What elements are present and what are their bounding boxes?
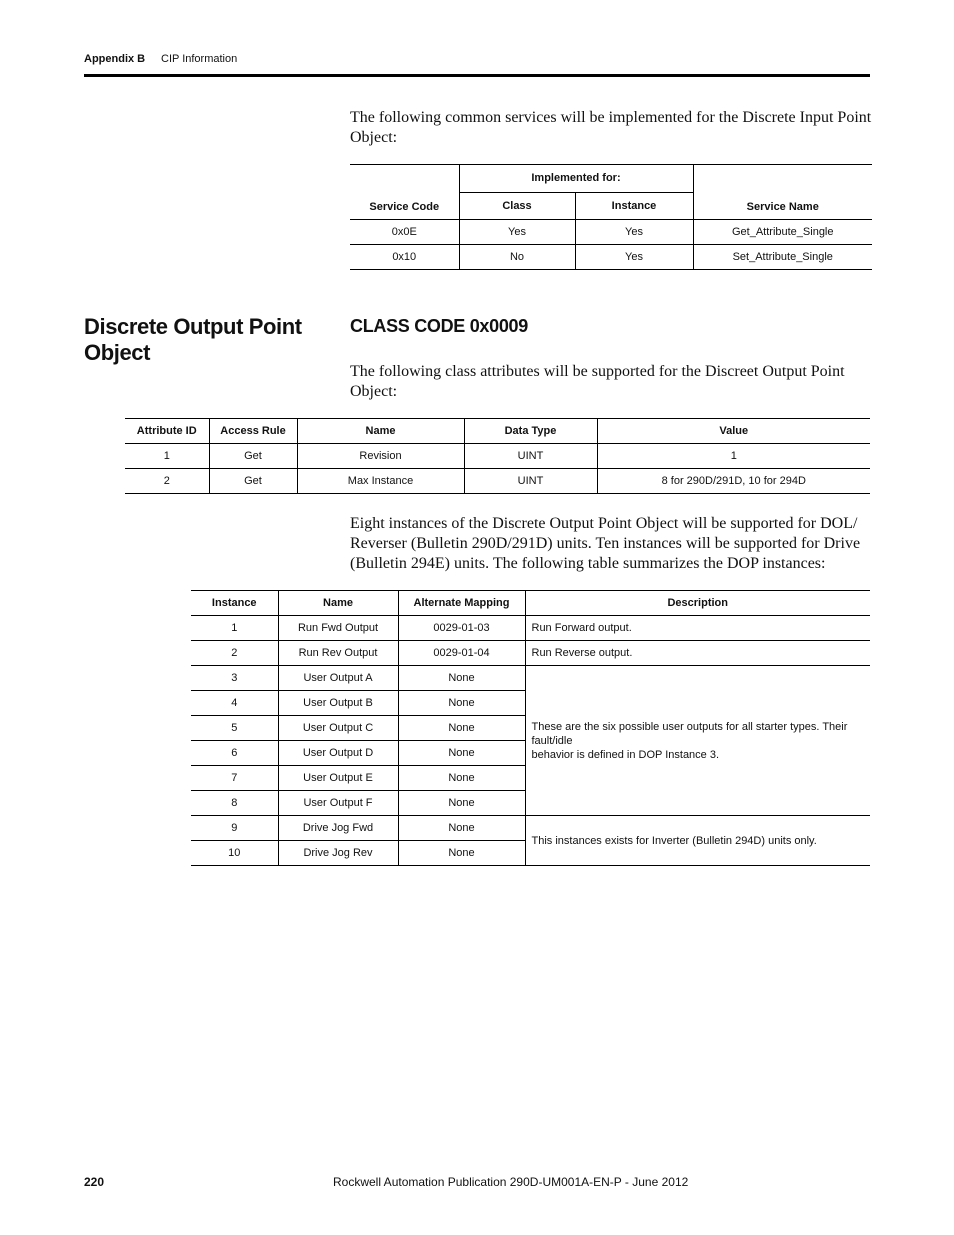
- th-implemented-for: Implemented for:: [459, 165, 693, 193]
- class-attributes-table: [125, 418, 870, 494]
- table-row: [125, 444, 870, 469]
- cell-alternate-mapping: 0029-01-04: [398, 641, 525, 666]
- cell-alternate-mapping: None: [398, 841, 525, 866]
- cell-alternate-mapping: 0029-01-03: [398, 616, 525, 641]
- cell-name: Run Fwd Output: [278, 616, 398, 641]
- th-name: Name: [278, 591, 398, 616]
- table-row: [191, 616, 870, 641]
- cell-instance: 8: [191, 791, 278, 816]
- cell-name: User Output D: [278, 741, 398, 766]
- cell-instance: 3: [191, 666, 278, 691]
- class-code-heading: CLASS CODE 0x0009: [350, 316, 528, 336]
- cell-data-type: UINT: [464, 469, 597, 494]
- header-appendix: Appendix B: [84, 53, 146, 65]
- cell-instance: Yes: [575, 220, 693, 245]
- cell-service-name: Set_Attribute_Single: [693, 245, 872, 270]
- cell-alternate-mapping: None: [398, 791, 525, 816]
- cell-name: User Output B: [278, 691, 398, 716]
- cell-class: Yes: [459, 220, 575, 245]
- cell-alternate-mapping: None: [398, 666, 525, 691]
- cell-service-name: Get_Attribute_Single: [693, 220, 872, 245]
- cell-attribute-id: 1: [125, 444, 209, 469]
- th-class: Class: [459, 192, 575, 220]
- th-alternate-mapping: Alternate Mapping: [398, 591, 525, 616]
- cell-instance: Yes: [575, 245, 693, 270]
- page-number: 220: [84, 1175, 105, 1189]
- table-row: [191, 816, 870, 841]
- cell-instance: 1: [191, 616, 278, 641]
- th-instance: Instance: [575, 192, 693, 220]
- intro-3-line-3: (Bulletin 294E) units. The following table summarizes the DOP instances:: [350, 555, 826, 572]
- th-service-name: Service Name: [693, 165, 872, 220]
- th-service-code: Service Code: [350, 165, 459, 220]
- cell-description-user-outputs: [525, 666, 870, 816]
- cell-alternate-mapping: None: [398, 766, 525, 791]
- cell-instance: 10: [191, 841, 278, 866]
- table-row: [191, 666, 870, 691]
- user-outputs-desc-line-1: These are the six possible user outputs for all starter types. Their fault/idle: [531, 720, 848, 747]
- cell-class: No: [459, 245, 575, 270]
- cell-access-rule: Get: [209, 444, 297, 469]
- user-outputs-desc-line-2: behavior is defined in DOP Instance 3.: [531, 748, 720, 761]
- intro-paragraph-3: [350, 514, 880, 574]
- cell-value: 1: [597, 444, 870, 469]
- table-row: [350, 220, 872, 245]
- th-value: Value: [597, 419, 870, 444]
- cell-name: Run Rev Output: [278, 641, 398, 666]
- cell-instance: 7: [191, 766, 278, 791]
- cell-alternate-mapping: None: [398, 716, 525, 741]
- cell-instance: 2: [191, 641, 278, 666]
- intro-2-line-2: Object:: [350, 383, 398, 400]
- services-table: [350, 164, 872, 270]
- cell-instance: 4: [191, 691, 278, 716]
- cell-alternate-mapping: None: [398, 741, 525, 766]
- cell-name: Drive Jog Rev: [278, 841, 398, 866]
- cell-name: Drive Jog Fwd: [278, 816, 398, 841]
- cell-description: Run Reverse output.: [525, 641, 870, 666]
- th-name: Name: [297, 419, 464, 444]
- th-instance: Instance: [191, 591, 278, 616]
- cell-name: User Output C: [278, 716, 398, 741]
- section-title-line-2: Object: [84, 340, 151, 365]
- th-attribute-id: Attribute ID: [125, 419, 209, 444]
- cell-attribute-id: 2: [125, 469, 209, 494]
- cell-name: User Output F: [278, 791, 398, 816]
- th-data-type: Data Type: [464, 419, 597, 444]
- cell-value: 8 for 290D/291D, 10 for 294D: [597, 469, 870, 494]
- intro-3-line-2: Reverser (Bulletin 290D/291D) units. Ten instances will be supported for Drive: [350, 535, 861, 552]
- cell-alternate-mapping: None: [398, 816, 525, 841]
- cell-name: Revision: [297, 444, 464, 469]
- table-row: [125, 469, 870, 494]
- cell-service-code: 0x10: [350, 245, 459, 270]
- publication-info: Rockwell Automation Publication 290D-UM001A-EN-P - June 2012: [333, 1175, 689, 1189]
- cell-instance: 6: [191, 741, 278, 766]
- th-description: Description: [525, 591, 870, 616]
- dop-instances-table: [191, 590, 870, 866]
- section-title: [84, 314, 324, 366]
- intro-1-line-1: The following common services will be implemented for the Discrete Input Point: [350, 109, 872, 126]
- cell-service-code: 0x0E: [350, 220, 459, 245]
- cell-name: User Output E: [278, 766, 398, 791]
- intro-paragraph-1: [350, 108, 880, 148]
- cell-instance: 9: [191, 816, 278, 841]
- intro-1-line-2: Object:: [350, 129, 398, 146]
- cell-data-type: UINT: [464, 444, 597, 469]
- header-section: CIP Information: [161, 53, 238, 65]
- cell-instance: 5: [191, 716, 278, 741]
- table-row: [191, 641, 870, 666]
- cell-access-rule: Get: [209, 469, 297, 494]
- intro-3-line-1: Eight instances of the Discrete Output Point Object will be supported for DOL/: [350, 515, 858, 532]
- table-row: [350, 245, 872, 270]
- cell-name: Max Instance: [297, 469, 464, 494]
- cell-name: User Output A: [278, 666, 398, 691]
- th-access-rule: Access Rule: [209, 419, 297, 444]
- intro-paragraph-2: [350, 362, 880, 402]
- header-rule: [84, 74, 870, 77]
- cell-description: Run Forward output.: [525, 616, 870, 641]
- intro-2-line-1: The following class attributes will be supported for the Discreet Output Point: [350, 363, 845, 380]
- cell-alternate-mapping: None: [398, 691, 525, 716]
- cell-description-drive-jog: This instances exists for Inverter (Bulletin 294D) units only.: [525, 816, 870, 866]
- section-title-line-1: Discrete Output Point: [84, 314, 302, 339]
